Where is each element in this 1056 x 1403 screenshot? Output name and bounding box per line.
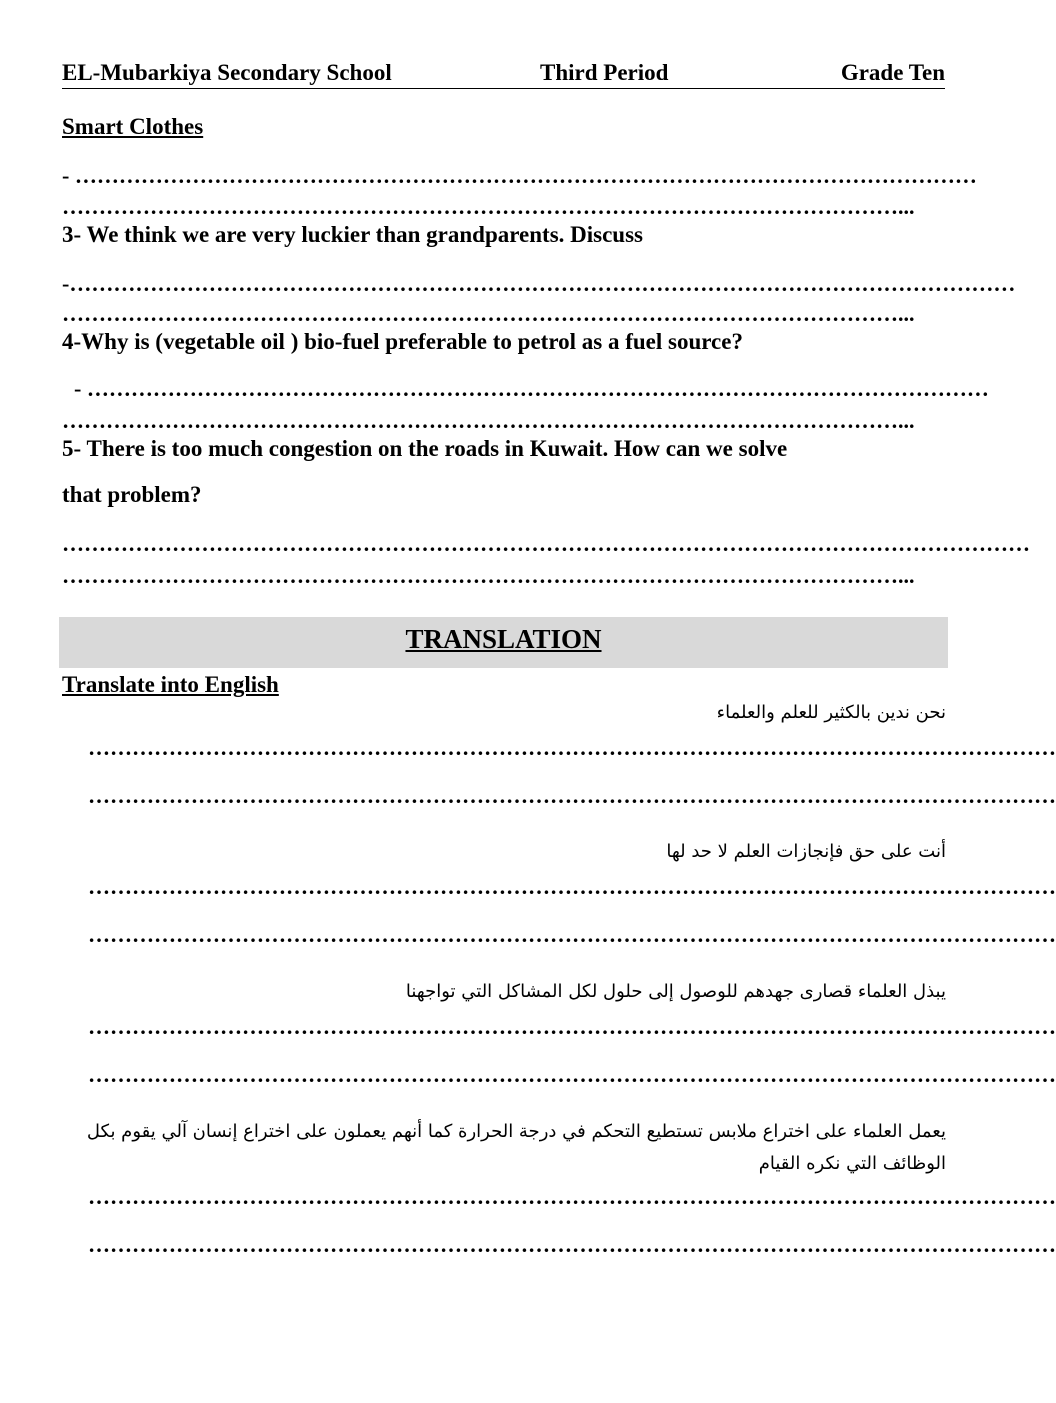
- page-header: [62, 60, 945, 89]
- question-5: 5- There is too much congestion on the roads in Kuwait. How can we solve: [62, 436, 788, 461]
- period: Third Period: [540, 60, 669, 85]
- answer-line: - ……………………………………………………………………………………………………………: [74, 376, 989, 401]
- answer-line: ……………………………………………………………………………………………………...: [62, 301, 915, 326]
- answer-line: ……………………………………………………………………………………………………………………: [88, 922, 1056, 947]
- arabic-sentence-4: يعمل العلماء على اختراع ملابس تستطيع التحكم في درجة الحرارة كما أنهم يعملون على اختراع إنسان آلي يقوم بكل الوظائف التي نكره القيام: [86, 1121, 946, 1174]
- answer-line: - ……………………………………………………………………………………………………………: [62, 163, 977, 188]
- answer-line: ……………………………………………………………………………………………………...: [62, 408, 915, 433]
- translation-banner: [59, 617, 948, 668]
- answer-line: ……………………………………………………………………………………………………………………: [88, 1062, 1056, 1087]
- answer-line: ……………………………………………………………………………………………………………………: [88, 1232, 1056, 1257]
- grade: Grade Ten: [840, 60, 945, 85]
- answer-line: ……………………………………………………………………………………………………...: [62, 563, 915, 588]
- question-5-cont: that problem?: [62, 482, 202, 507]
- answer-line: -…………………………………………………………………………………………………………………: [62, 271, 1016, 296]
- answer-line: ……………………………………………………………………………………………………………………: [88, 874, 1056, 899]
- answer-line: ……………………………………………………………………………………………………...: [62, 194, 915, 219]
- question-3: 3- We think we are very luckier than grandparents. Discuss: [62, 222, 643, 247]
- arabic-sentence-2: أنت على حق فإنجازات العلم لا حد لها: [666, 841, 946, 862]
- answer-line: ……………………………………………………………………………………………………………………: [88, 783, 1056, 808]
- answer-line: ……………………………………………………………………………………………………………………: [88, 1014, 1056, 1039]
- arabic-sentence-3: يبذل العلماء قصارى جهدهم للوصول إلى حلول لكل المشاكل التي تواجهنا: [405, 981, 946, 1002]
- question-4: 4-Why is (vegetable oil ) bio-fuel preferable to petrol as a fuel source?: [62, 329, 743, 354]
- arabic-sentence-1: نحن ندين بالكثير للعلم والعلماء: [716, 702, 946, 723]
- answer-line: ……………………………………………………………………………………………………………………: [88, 735, 1056, 760]
- school-name: EL-Mubarkiya Secondary School: [62, 60, 392, 85]
- answer-line: ……………………………………………………………………………………………………………………: [62, 531, 1030, 556]
- translation-instruction: Translate into English: [62, 672, 279, 697]
- answer-line: ……………………………………………………………………………………………………………………: [88, 1184, 1056, 1209]
- section-title: Smart Clothes: [62, 114, 204, 139]
- translation-heading: TRANSLATION: [405, 624, 602, 654]
